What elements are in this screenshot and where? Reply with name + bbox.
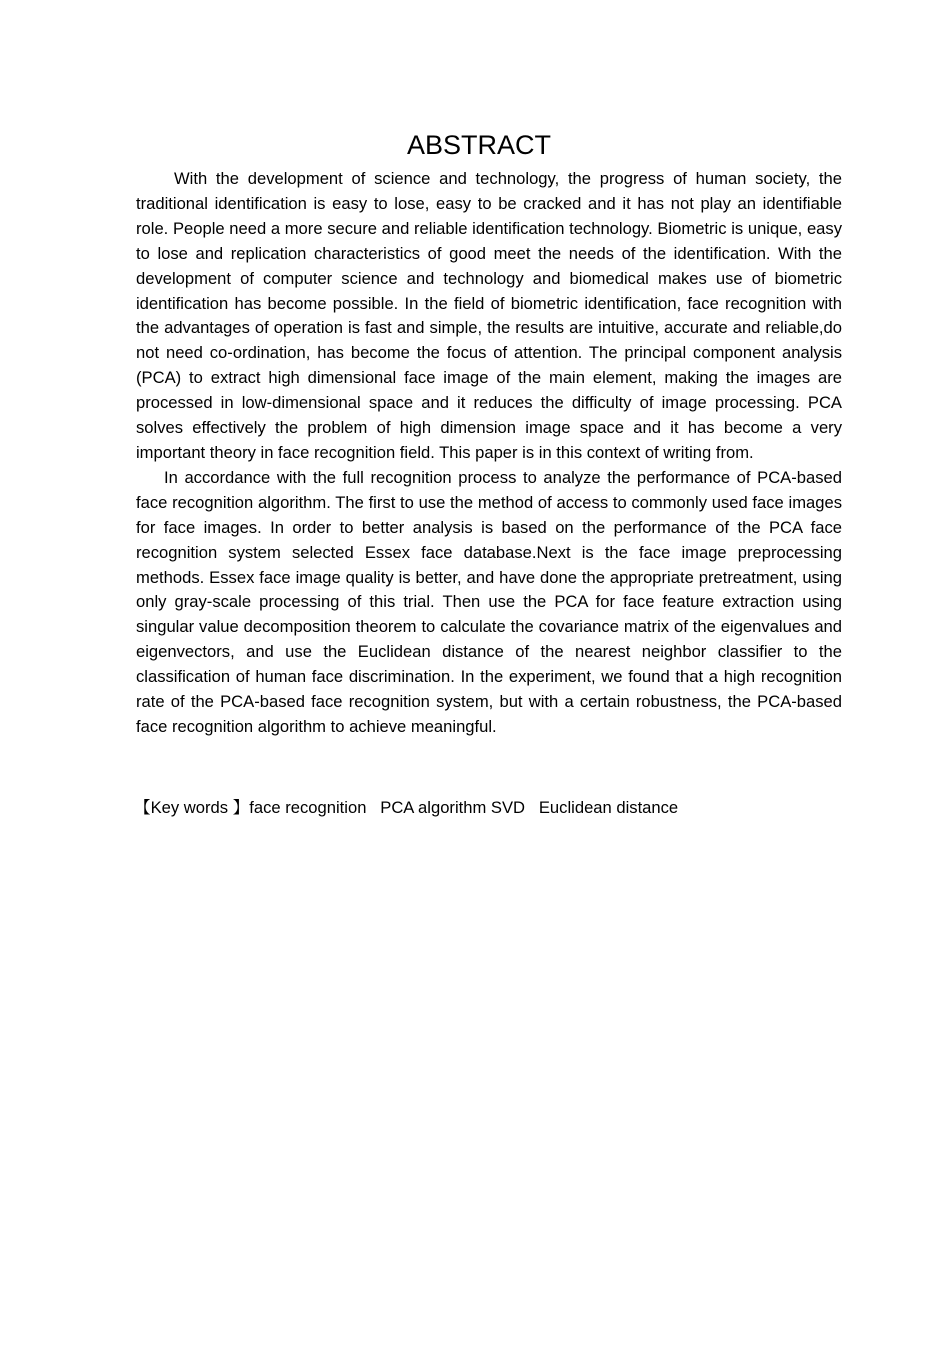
abstract-paragraph-1: With the development of science and technology, the progress of human society, the traditional identification is easy to lose, easy to be cracked and it has not play an identifiable role. People need a more secure and reliable identification technology. Biometric is unique, easy to lose and replication characteristics of good meet the needs of the identification. With the development of computer science and technology and biomedical makes use of biometric identification has become possible. In the field of biometric identification, face recognition with the advantages of operation is fast and simple, the results are intuitive, accurate and reliable,do not need co-ordination, has become the focus of attention. The principal component analysis (PCA) to extract high dimensional face image of the main element, making the images are processed in low-dimensional space and it reduces the difficulty of image processing. PCA solves effectively the problem of high dimension image space and it has become a very important theory in face recognition field. This paper is in this context of writing from. <box>136 169 842 462</box>
abstract-title: ABSTRACT <box>406 130 552 160</box>
abstract-body <box>136 167 842 740</box>
keywords-line: 【Key words 】face recognition PCA algorithm SVD Euclidean distance <box>134 798 679 817</box>
abstract-paragraph-2: In accordance with the full recognition process to analyze the performance of PCA-based face recognition algorithm. The first to use the method of access to commonly used face images for face images. In order to better analysis is based on the performance of the PCA face recognition system selected Essex face database.Next is the face image preprocessing methods. Essex face image quality is better, and have done the appropriate pretreatment, using only gray-scale processing of this trial. Then use the PCA for face feature extraction using singular value decomposition theorem to calculate the covariance matrix of the eigenvalues and eigenvectors, and use the Euclidean distance of the nearest neighbor classifier to the classification of human face discrimination. In the experiment, we found that a high recognition rate of the PCA-based face recognition system, but with a certain robustness, the PCA-based face recognition algorithm to achieve meaningful. <box>136 467 842 736</box>
